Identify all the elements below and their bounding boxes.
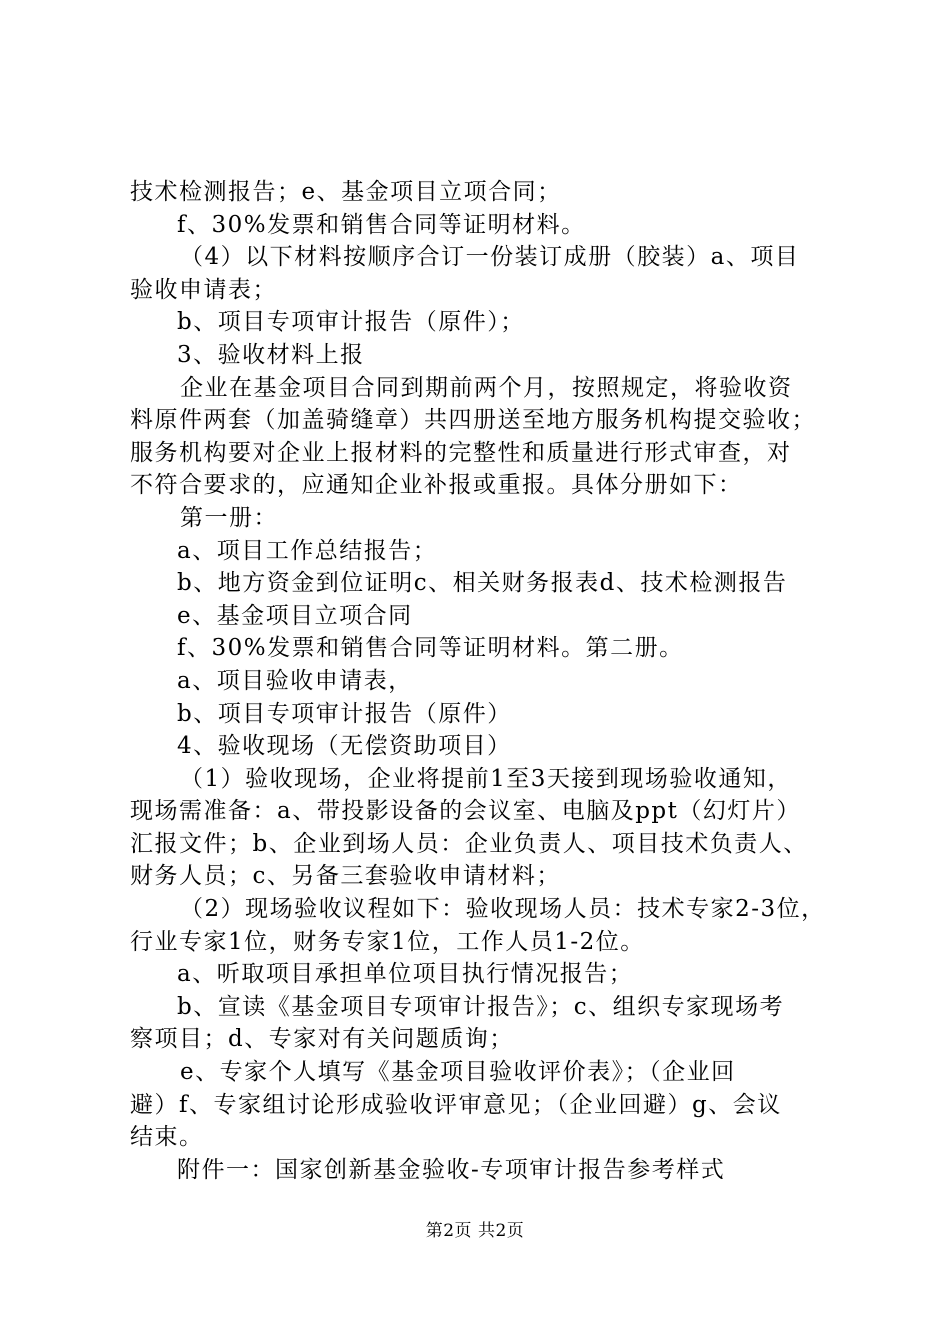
text-line: f、30%发票和销售合同等证明材料。: [177, 211, 586, 238]
text-line: e、专家个人填写《基金项目验收评价表》；（企业回: [180, 1059, 736, 1086]
text-line: 行业专家1位，财务专家1位，工作人员1-2位。: [130, 928, 645, 955]
text-line: 4、验收现场（无偿资助项目）: [177, 733, 512, 760]
text-line: 企业在基金项目合同到期前两个月，按照规定，将验收资: [180, 374, 793, 401]
text-line: 财务人员；c、另备三套验收申请材料；: [130, 863, 561, 890]
text-line: （4）以下材料按顺序合订一份装订成册（胶装）a、项目: [180, 244, 800, 271]
text-line: a、听取项目承担单位项目执行情况报告；: [177, 961, 634, 988]
text-line: 察项目；d、专家对有关问题质询；: [130, 1026, 514, 1053]
text-line: a、项目验收申请表，: [177, 667, 413, 694]
text-line: f、30%发票和销售合同等证明材料。第二册。: [177, 635, 684, 662]
text-line: 现场需准备：a、带投影设备的会议室、电脑及ppt（幻灯片）: [130, 798, 801, 825]
text-line: （2）现场验收议程如下：验收现场人员：技术专家2-3位，: [180, 896, 826, 923]
text-line: （1）验收现场，企业将提前1至3天接到现场验收通知，: [180, 765, 792, 792]
text-line: e、基金项目立项合同: [177, 602, 413, 629]
text-line: 技术检测报告；e、基金项目立项合同；: [130, 179, 562, 205]
text-line: 结束。: [130, 1124, 204, 1151]
text-line: a、项目工作总结报告；: [177, 537, 438, 564]
text-line: 料原件两套（加盖骑缝章）共四册送至地方服务机构提交验收；: [130, 407, 816, 434]
text-line: b、项目专项审计报告（原件）: [177, 700, 512, 727]
text-line: b、地方资金到位证明c、相关财务报表d、技术检测报告: [177, 570, 788, 597]
page-footer: 第2页 共2页: [425, 1221, 525, 1241]
document-body: [130, 176, 840, 1186]
text-line: 第一册：: [180, 504, 278, 531]
text-line: 3、验收材料上报: [177, 341, 365, 368]
text-line: 服务机构要对企业上报材料的完整性和质量进行形式审查，对: [130, 439, 792, 466]
text-line: 避）f、专家组讨论形成验收评审意见；（企业回避）g、会议: [130, 1091, 782, 1118]
text-line: 不符合要求的，应通知企业补报或重报。具体分册如下：: [130, 472, 743, 499]
text-line: 附件一：国家创新基金验收-专项审计报告参考样式: [177, 1156, 726, 1183]
text-line: 验收申请表；: [130, 276, 277, 303]
text-line: b、宣读《基金项目专项审计报告》；c、组织专家现场考: [177, 993, 785, 1020]
text-line: 汇报文件；b、企业到场人员：企业负责人、项目技术负责人、: [130, 830, 808, 857]
text-line: b、项目专项审计报告（原件）；: [177, 309, 525, 336]
